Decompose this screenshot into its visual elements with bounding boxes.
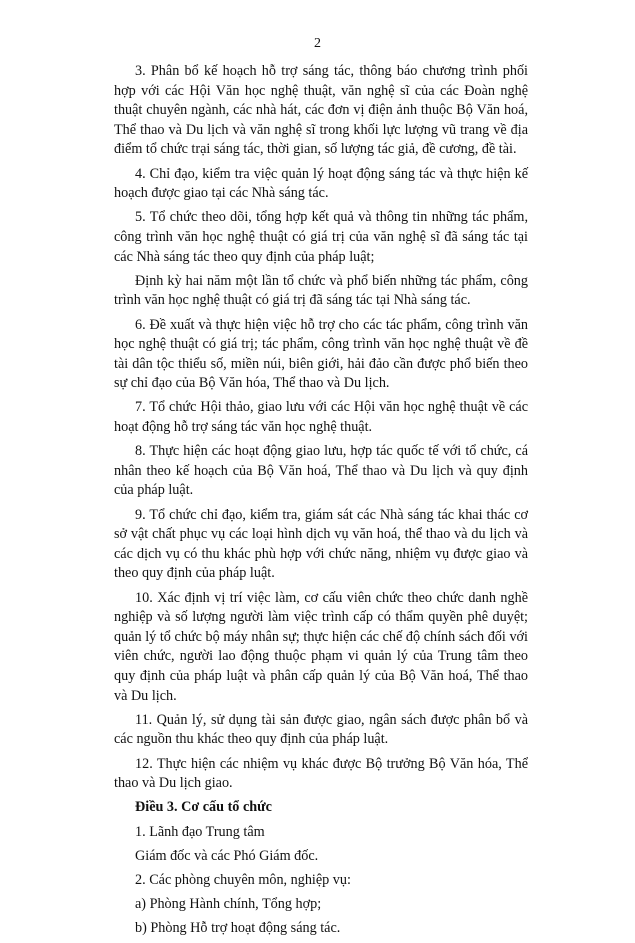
page-number: 2 [314, 36, 321, 51]
paragraph-item-3: 3. Phân bổ kế hoạch hỗ trợ sáng tác, thông báo chương trình phối hợp với các Hội Văn học nghệ thuật, văn nghệ sĩ của các Đoàn nghệ thuật chuyên ngành, các nhà hát, các đơn vị điện ảnh thuộc Bộ Văn hoá, Thể thao và Du lịch và văn nghệ sĩ trong khối lực lượng vũ trang về địa điểm tổ chức trại sáng tác, thời gian, số lượng tác giả, đề cương, đề tài. [114, 63, 528, 158]
paragraph-item-11: 11. Quản lý, sử dụng tài sản được giao, ngân sách được phân bổ và các nguồn thu khác theo quy định của pháp luật. [114, 711, 528, 748]
paragraph-item-6: 6. Đề xuất và thực hiện việc hỗ trợ cho các tác phẩm, công trình văn học nghệ thuật có giá trị; tác phẩm, công trình văn học nghệ thuật về đề tài dân tộc thiểu số, miền núi, biên giới, hải đảo cần được phổ biến theo sự chỉ đạo của Bộ Văn hóa, Thể thao và Du lịch. [114, 316, 528, 392]
paragraph-item-5: 5. Tổ chức theo dõi, tổng hợp kết quả và thông tin những tác phẩm, công trình văn học nghệ thuật có giá trị của văn nghệ sĩ đã sáng tác tại các Nhà sáng tác theo quy định của pháp luật; [114, 209, 528, 265]
article-3-item-departments: 2. Các phòng chuyên môn, nghiệp vụ: [135, 871, 351, 888]
article-3-heading: Điều 3. Cơ cấu tổ chức [135, 799, 272, 816]
article-3-item-admin-office: a) Phòng Hành chính, Tổng hợp; [135, 896, 322, 913]
paragraph-item-4: 4. Chỉ đạo, kiểm tra việc quản lý hoạt động sáng tác và thực hiện kế hoạch được giao tại các Nhà sáng tác. [114, 165, 528, 202]
paragraph-item-5-continued: Định kỳ hai năm một lần tổ chức và phổ biến những tác phẩm, công trình văn học nghệ thuật có giá trị đã sáng tác tại Nhà sáng tác. [114, 272, 528, 309]
document-body [114, 62, 528, 943]
article-3-item-support-office: b) Phòng Hỗ trợ hoạt động sáng tác. [135, 920, 341, 937]
paragraph-item-12: 12. Thực hiện các nhiệm vụ khác được Bộ trưởng Bộ Văn hóa, Thể thao và Du lịch giao. [114, 755, 528, 792]
paragraph-item-9: 9. Tổ chức chỉ đạo, kiểm tra, giám sát các Nhà sáng tác khai thác cơ sở vật chất phục vụ các loại hình dịch vụ văn hoá, thể thao và du lịch và các dịch vụ có thu khác phù hợp với chức năng, nhiệm vụ được giao và theo quy định của pháp luật. [114, 506, 528, 582]
article-3-item-directors: Giám đốc và các Phó Giám đốc. [135, 847, 319, 864]
paragraph-item-10: 10. Xác định vị trí việc làm, cơ cấu viên chức theo chức danh nghề nghiệp và số lượng người làm việc trình cấp có thẩm quyền phê duyệt; quản lý tổ chức bộ máy nhân sự; thực hiện các chế độ chính sách đối với viên chức, người lao động thuộc phạm vi quản lý của Trung tâm theo quy định của pháp luật và phân cấp quản lý của Bộ Văn hoá, Thể thao và Du lịch. [114, 589, 528, 704]
paragraph-item-7: 7. Tổ chức Hội thảo, giao lưu với các Hội văn học nghệ thuật về các hoạt động hỗ trợ sáng tác văn học nghệ thuật. [114, 399, 528, 436]
article-3-item-leadership: 1. Lãnh đạo Trung tâm [135, 823, 265, 840]
paragraph-item-8: 8. Thực hiện các hoạt động giao lưu, hợp tác quốc tế với tổ chức, cá nhân theo kế hoạch của Bộ Văn hoá, Thể thao và Du lịch và quy định của pháp luật. [114, 443, 528, 499]
